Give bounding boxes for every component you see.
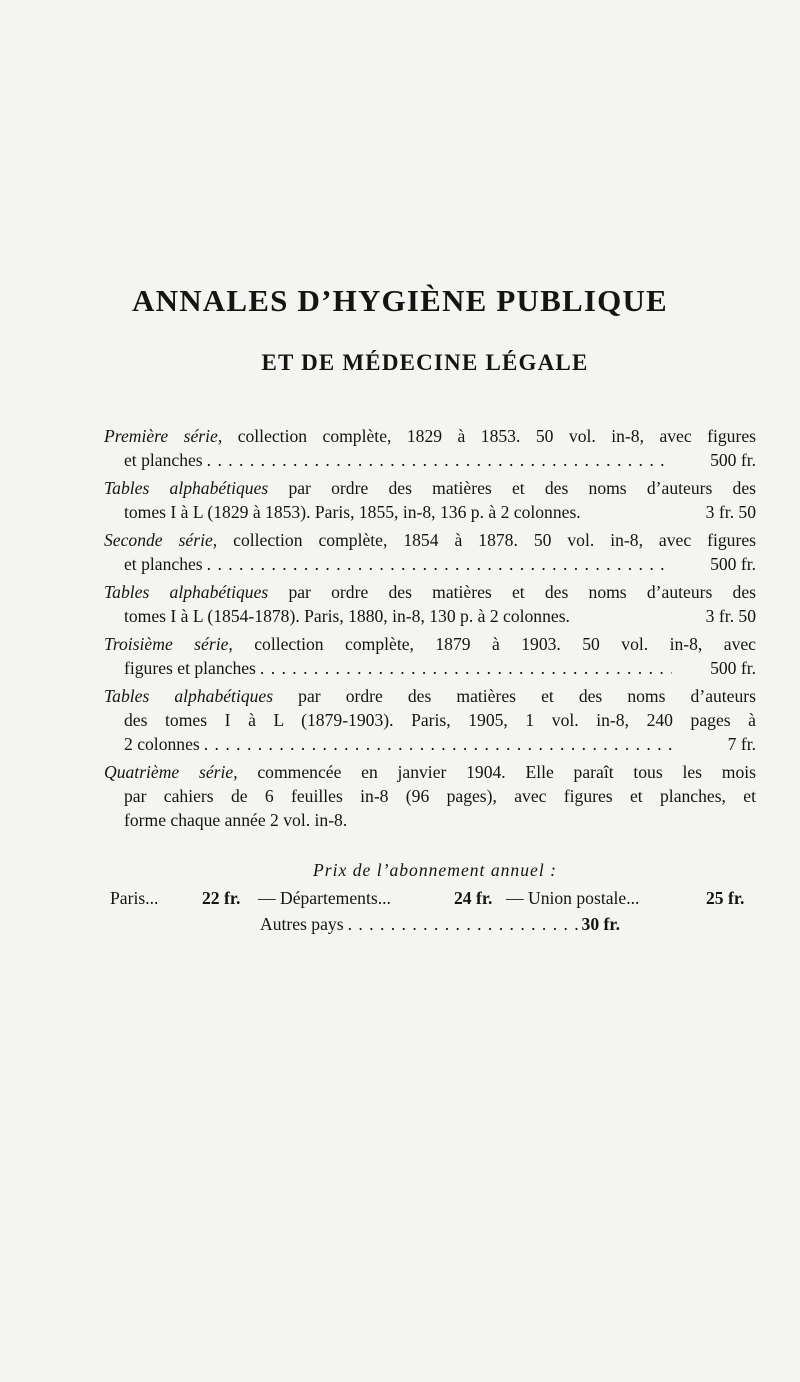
entry-price: 3 fr. 50 <box>705 502 756 522</box>
entry-lead: Seconde série, <box>104 530 218 550</box>
paris-label: Paris... <box>110 888 159 908</box>
autres-pays-label: Autres pays <box>260 914 344 934</box>
catalog-entry <box>104 632 756 680</box>
paris-price: 22 fr. <box>202 888 241 908</box>
show-through-decoration <box>0 150 800 224</box>
entry-text: 2 colonnes <box>124 734 200 754</box>
entry-lead: Troisième série, <box>104 634 233 654</box>
autres-pays-row <box>260 914 620 935</box>
entry-text: et planches <box>124 554 203 574</box>
entry-price: 500 fr. <box>710 450 756 470</box>
page-subtitle: ET DE MÉDECINE LÉGALE <box>261 350 589 375</box>
catalog-entry <box>104 760 756 832</box>
entry-price: 500 fr. <box>710 658 756 678</box>
union-postale-price: 25 fr. <box>706 888 745 908</box>
entry-text: collection complète, 1854 à 1878. 50 vol. in-8, avec figures <box>233 530 756 550</box>
entry-price: 3 fr. 50 <box>705 606 756 626</box>
entry-text: forme chaque année 2 vol. in-8. <box>124 810 348 830</box>
entry-text: par cahiers de 6 feuilles in-8 (96 pages), avec figures et planches, et <box>124 786 756 806</box>
catalog-entry <box>104 528 756 576</box>
entry-text: tomes I à L (1829 à 1853). Paris, 1855, in-8, 136 p. à 2 colonnes. <box>124 502 581 522</box>
entry-text: collection complète, 1879 à 1903. 50 vol. in-8, avec <box>254 634 756 654</box>
entry-text: collection complète, 1829 à 1853. 50 vol. in-8, avec figures <box>237 426 756 446</box>
entry-price: 7 fr. <box>727 734 756 754</box>
catalog-entry <box>104 476 756 524</box>
entry-lead: Tables alphabétiques <box>104 478 269 498</box>
catalog-entry <box>104 580 756 628</box>
catalog-entry <box>104 684 756 756</box>
departements-price: 24 fr. <box>454 888 493 908</box>
entry-text: tomes I à L (1854-1878). Paris, 1880, in-8, 130 p. à 2 colonnes. <box>124 606 570 626</box>
autres-pays-price: 30 fr. <box>581 914 620 934</box>
entry-lead: Tables alphabétiques <box>104 582 269 602</box>
entry-text: et planches <box>124 450 203 470</box>
entry-text: commencée en janvier 1904. Elle paraît tous les mois <box>257 762 756 782</box>
catalog-entry <box>104 424 756 472</box>
entry-text: figures et planches <box>124 658 256 678</box>
entry-text: par ordre des matières et des noms d’auteurs des <box>288 478 756 498</box>
entry-price: 500 fr. <box>710 554 756 574</box>
departements-label: — Départements... <box>258 888 391 908</box>
entry-lead: Quatrième série, <box>104 762 238 782</box>
entry-text: des tomes I à L (1879-1903). Paris, 1905, 1 vol. in-8, 240 pages à <box>124 710 756 730</box>
catalog-entries <box>104 424 756 836</box>
page-title: ANNALES D’HYGIÈNE PUBLIQUE <box>132 283 668 318</box>
entry-text: par ordre des matières et des noms d’auteurs des <box>288 582 756 602</box>
union-postale-label: — Union postale... <box>506 888 640 908</box>
subscription-title: Prix de l’abonnement annuel : <box>313 860 557 880</box>
entry-text: par ordre des matières et des noms d’auteurs <box>298 686 756 706</box>
entry-lead: Tables alphabétiques <box>104 686 274 706</box>
entry-lead: Première série, <box>104 426 223 446</box>
